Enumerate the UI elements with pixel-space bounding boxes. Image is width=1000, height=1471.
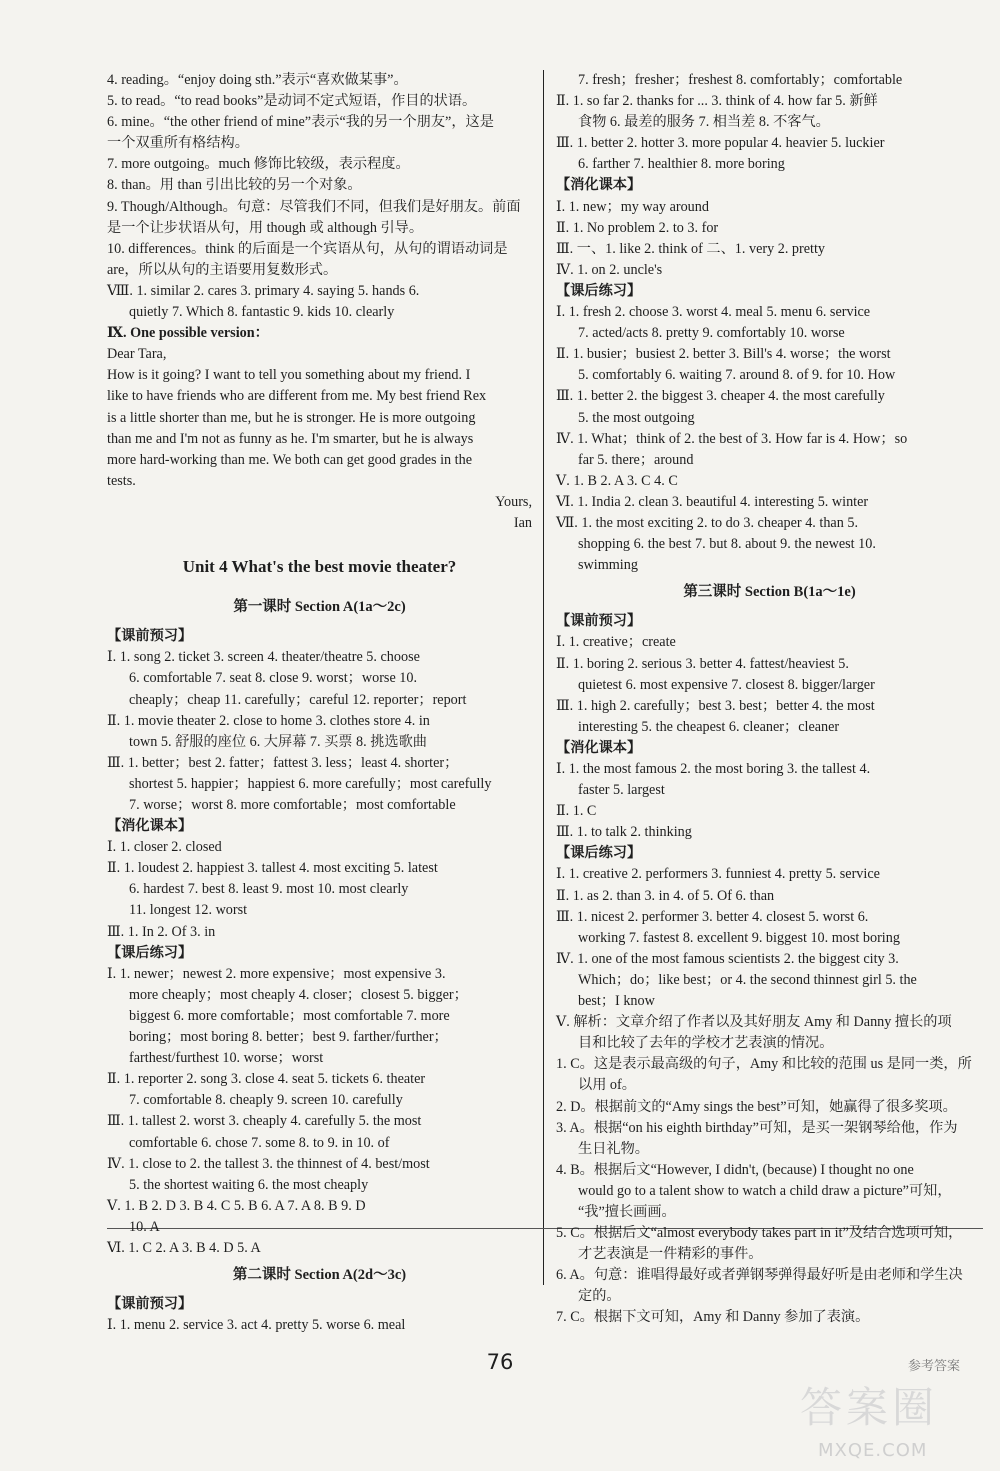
right-line: quietest 6. most expensive 7. closest 8. bigger/larger [578,676,875,693]
left-line: Ⅷ. 1. similar 2. cares 3. primary 4. saying 5. hands 6. [107,282,420,299]
left-line: Ⅸ. One possible version： [107,325,269,342]
left-line: Ⅰ. 1. menu 2. service 3. act 4. pretty 5. worse 6. meal [107,1317,406,1334]
left-line: Ⅲ. 1. In 2. Of 3. in [107,923,216,940]
right-line: Ⅰ. 1. new；my way around [556,198,709,215]
left-line: farthest/furthest 10. worse；worst [129,1050,324,1067]
right-column [556,70,983,1329]
right-line: Ⅰ. 1. fresh 2. choose 3. worst 4. meal 5. menu 6. service [556,304,871,321]
left-line: 7. more outgoing。much 修饰比较级，表示程度。 [107,156,410,173]
column-divider [543,70,544,1285]
left-line: 【课后练习】 [107,944,193,961]
left-line: comfortable 6. chose 7. some 8. to 9. in 10. of [129,1134,390,1151]
right-line: 【课后练习】 [556,845,642,862]
right-line: 才艺表演是一件精彩的事件。 [578,1246,763,1263]
right-line: 3. A。根据“on his eighth birthday”可知，是买一架钢琴给他，作为 [556,1119,958,1136]
left-line: 6. comfortable 7. seat 8. close 9. worst；worse 10. [129,670,418,687]
right-line: Ⅱ. 1. No problem 2. to 3. for [556,219,719,236]
right-line: working 7. fastest 8. excellent 9. biggest 10. most boring [578,929,900,946]
right-line: 7. acted/acts 8. pretty 9. comfortably 10. worse [578,325,845,342]
left-line: Ⅲ. 1. better；best 2. fatter；fattest 3. less；least 4. shorter； [107,754,459,771]
left-column [107,70,532,1336]
right-line: 6. A。句意：谁唱得最好或者弹钢琴弹得最好听是由老师和学生决 [556,1267,963,1284]
left-line: 【课前预习】 [107,1296,193,1313]
left-line: Yours, [495,493,532,510]
left-line: 9. Though/Although。句意：尽管我们不同，但我们是好朋友。前面 [107,198,521,215]
left-line: Ⅵ. 1. C 2. A 3. B 4. D 5. A [107,1239,261,1256]
right-line: 定的。 [578,1288,621,1305]
right-line: 6. farther 7. healthier 8. more boring [578,156,785,173]
right-line: Ⅱ. 1. busier；busiest 2. better 3. Bill's 4. worse；the worst [556,346,891,363]
right-line: 【课前预习】 [556,613,642,630]
left-line: Ian [513,514,532,531]
left-line: 【消化课本】 [107,818,193,835]
right-line: Ⅳ. 1. one of the most famous scientists 2. the biggest city 3. [556,950,899,967]
right-line: 2. D。根据前文的“Amy sings the best”可知，她赢得了很多奖项。 [556,1098,957,1115]
right-line: Ⅳ. 1. What；think of 2. the best of 3. How far is 4. How；so [556,430,908,447]
right-line: 第三课时 Section B(1a～1e) [683,584,856,601]
right-line: 5. C。根据后文“almost everybody takes part in it”及结合选项可知， [556,1225,963,1242]
right-line: Ⅴ. 解析：文章介绍了作者以及其好朋友 Amy 和 Danny 擅长的项 [556,1014,952,1031]
right-line: 7. C。根据下文可知，Amy 和 Danny 参加了表演。 [556,1309,870,1326]
left-line: Ⅴ. 1. B 2. D 3. B 4. C 5. B 6. A 7. A 8. B 9. D [107,1197,366,1214]
right-line: Ⅱ. 1. boring 2. serious 3. better 4. fattest/heaviest 5. [556,655,849,672]
watermark-url: MXQE.COM [818,1440,928,1461]
right-line: Ⅳ. 1. on 2. uncle's [556,261,663,278]
left-line: tests. [107,472,136,489]
right-line: 【课后练习】 [556,282,642,299]
right-line: Ⅰ. 1. the most famous 2. the most boring 3. the tallest 4. [556,761,871,777]
left-line: boring；most boring 8. better；best 9. farther/further； [129,1029,448,1046]
right-line: 5. comfortably 6. waiting 7. around 8. of 9. for 10. How [578,367,896,384]
left-line: biggest 6. more comfortable；most comfortable 7. more [129,1007,450,1024]
left-line: Ⅳ. 1. close to 2. the tallest 3. the thinnest of 4. best/most [107,1155,430,1172]
left-line: 第二课时 Section A(2d～3c) [232,1267,407,1284]
right-line: swimming [578,557,638,574]
right-line: Ⅰ. 1. creative 2. performers 3. funniest 4. pretty 5. service [556,866,880,883]
right-line: shopping 6. the best 7. but 8. about 9. the newest 10. [578,536,876,553]
left-line: 6. mine。“the other friend of mine”表示“我的另一个朋友”，这是 [107,114,494,131]
left-line: Dear Tara, [107,346,167,363]
left-line: 第一课时 Section A(1a～2c) [233,599,406,616]
left-line: Ⅰ. 1. closer 2. closed [107,839,222,856]
right-line: faster 5. largest [578,782,665,799]
right-line: “我”擅长画画。 [578,1203,676,1220]
left-line: 7. worse；worst 8. more comfortable；most comfortable [129,797,456,813]
right-line: 4. B。根据后文“However, I didn't, (because) I thought no one [556,1161,914,1178]
left-line: more cheaply；most cheaply 4. closer；closest 5. bigger； [129,986,468,1003]
watermark-logo: 答案圈 [800,1383,939,1432]
left-line: Ⅱ. 1. reporter 2. song 3. close 4. seat 5. tickets 6. theater [107,1071,426,1088]
left-line: 5. to read。“to read books”是动词不定式短语，作目的状语。 [107,93,477,110]
left-line: are，所以从句的主语要用复数形式。 [107,261,338,278]
left-line: town 5. 舒服的座位 6. 大屏幕 7. 买票 8. 挑选歌曲 [129,733,427,750]
left-line: 【课前预习】 [107,628,193,645]
right-line: 【消化课本】 [556,739,642,756]
right-line: 以用 of。 [578,1077,636,1094]
right-line: 1. C。这是表示最高级的句子，Amy 和比较的范围 us 是同一类，所 [556,1056,972,1073]
left-line: like to have friends who are different from me. My best friend Rex [107,388,487,405]
left-line: Ⅲ. 1. tallest 2. worst 3. cheaply 4. carefully 5. the most [107,1113,422,1130]
left-line: Ⅱ. 1. loudest 2. happiest 3. tallest 4. most exciting 5. latest [107,860,438,877]
left-line: shortest 5. happier；happiest 6. more carefully；most carefully [129,775,492,792]
right-line: best；I know [578,993,655,1010]
right-line: 目和比较了去年的学校才艺表演的情况。 [578,1035,834,1052]
left-line: is a little shorter than me, but he is stronger. He is more outgoing [107,409,476,426]
right-line: would go to a talent show to watch a child draw a picture”可知， [578,1182,952,1199]
left-line: Ⅰ. 1. song 2. ticket 3. screen 4. theater/theatre 5. choose [107,649,420,666]
left-line: 10. A [129,1218,160,1235]
left-line: cheaply；cheap 11. carefully；careful 12. reporter；report [129,691,467,708]
right-line: Which；do；like best；or 4. the second thinnest girl 5. the [578,971,917,988]
right-line: interesting 5. the cheapest 6. cleaner；cleaner [578,718,840,735]
right-line: 【消化课本】 [556,177,642,194]
right-line: Ⅱ. 1. C [556,803,597,820]
left-line: Ⅱ. 1. movie theater 2. close to home 3. clothes store 4. in [107,712,430,729]
right-line: Ⅰ. 1. creative；create [556,634,676,651]
left-line: 6. hardest 7. best 8. least 9. most 10. most clearly [129,881,409,898]
left-line: quietly 7. Which 8. fantastic 9. kids 10. clearly [129,304,395,321]
footer-label: 参考答案 [907,1358,960,1373]
right-line: Ⅲ. 1. high 2. carefully；best 3. best；better 4. the most [556,697,875,714]
page-number: 76 [486,1350,514,1374]
left-line: 11. longest 12. worst [129,902,248,919]
right-line: Ⅲ. 1. better 2. the biggest 3. cheaper 4. the most carefully [556,388,885,405]
left-line: 8. than。用 than 引出比较的另一个对象。 [107,177,362,194]
left-line: How is it going? I want to tell you something about my friend. I [107,367,471,384]
left-line: 4. reading。“enjoy doing sth.”表示“喜欢做某事”。 [107,72,408,88]
left-line: 一个双重所有格结构。 [107,135,249,152]
left-line: than me and I'm not as funny as he. I'm smarter, but he is always [107,430,474,447]
right-line: 7. fresh；fresher；freshest 8. comfortably；comfortable [578,72,903,88]
left-line: more hard-working than me. We both can get good grades in the [107,451,473,468]
right-line: Ⅴ. 1. B 2. A 3. C 4. C [556,472,678,489]
right-line: Ⅲ. 一、1. like 2. think of 二、1. very 2. pretty [556,240,826,257]
right-line: 5. the most outgoing [578,409,695,426]
left-line: Unit 4 What's the best movie theater? [182,557,457,577]
right-line: Ⅲ. 1. to talk 2. thinking [556,824,692,841]
right-line: 食物 6. 最差的服务 7. 相当差 8. 不客气。 [578,114,830,131]
left-line: 10. differences。think 的后面是一个宾语从句，从句的谓语动词是 [107,240,508,257]
right-line: far 5. there；around [578,451,694,468]
left-line: 是一个让步状语从句，用 though 或 although 引导。 [107,219,424,236]
right-line: Ⅶ. 1. the most exciting 2. to do 3. cheaper 4. than 5. [556,514,858,531]
left-line: Ⅰ. 1. newer；newest 2. more expensive；most expensive 3. [107,965,446,982]
left-line: 5. the shortest waiting 6. the most cheaply [129,1176,369,1193]
right-line: Ⅱ. 1. as 2. than 3. in 4. of 5. Of 6. than [556,887,775,904]
right-line: Ⅲ. 1. better 2. hotter 3. more popular 4. heavier 5. luckier [556,135,885,152]
right-line: 生日礼物。 [578,1140,649,1157]
right-line: Ⅵ. 1. India 2. clean 3. beautiful 4. interesting 5. winter [556,493,869,510]
left-line: 7. comfortable 8. cheaply 9. screen 10. carefully [129,1092,403,1109]
right-line: Ⅲ. 1. nicest 2. performer 3. better 4. closest 5. worst 6. [556,908,869,925]
right-line: Ⅱ. 1. so far 2. thanks for ... 3. think of 4. how far 5. 新鲜 [556,93,878,110]
